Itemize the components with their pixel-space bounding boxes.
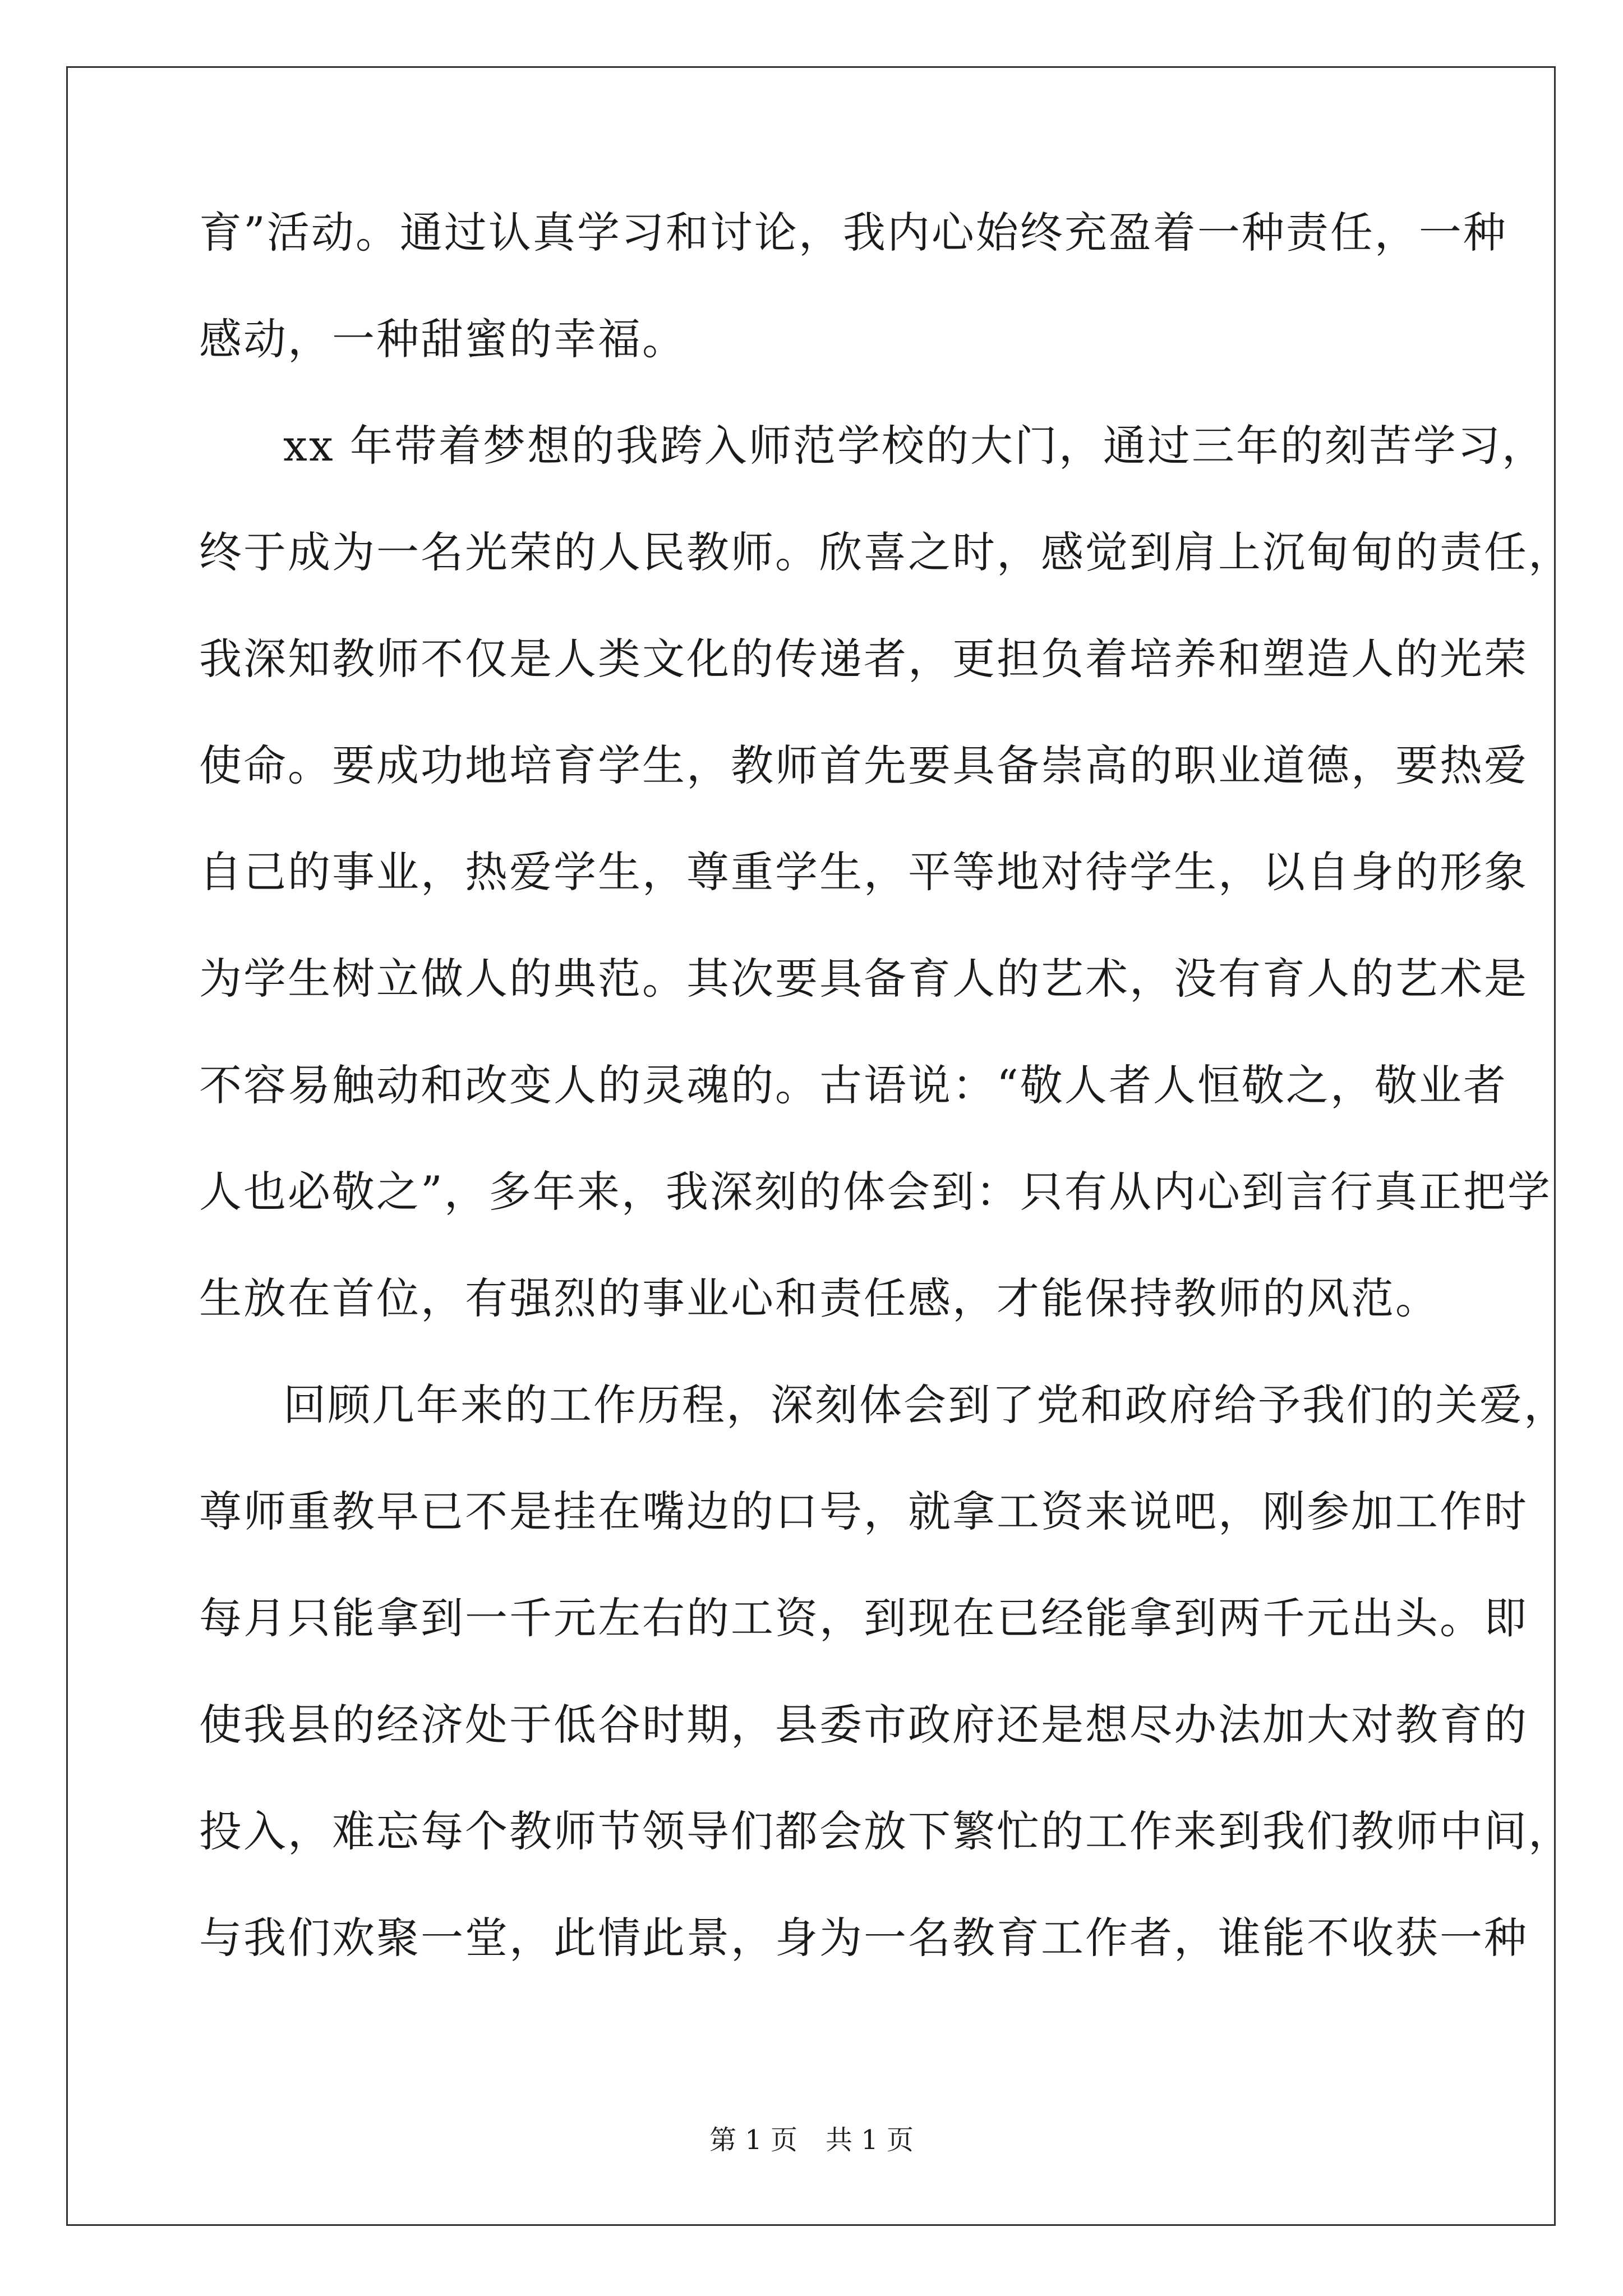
text-line: 人也必敬之”，多年来，我深刻的体会到：只有从内心到言行真正把学 bbox=[199, 1167, 1552, 1217]
text-line: 感动，一种甜蜜的幸福。 bbox=[199, 314, 686, 364]
text-line: 为学生树立做人的典范。其次要具备育人的艺术，没有育人的艺术是 bbox=[199, 954, 1528, 1004]
document-body bbox=[199, 202, 1573, 2014]
text-line: 育”活动。通过认真学习和讨论，我内心始终充盈着一种责任，一种 bbox=[199, 208, 1507, 257]
text-line: 我深知教师不仅是人类文化的传递者，更担负着培养和塑造人的光荣 bbox=[199, 634, 1528, 684]
text-line: 每月只能拿到一千元左右的工资，到现在已经能拿到两千元出头。即 bbox=[199, 1593, 1528, 1643]
page-total: 共 1 页 bbox=[826, 2124, 914, 2156]
text-line: 回顾几年来的工作历程，深刻体会到了党和政府给予我们的关爱， bbox=[283, 1380, 1568, 1430]
text-line: 自己的事业，热爱学生，尊重学生，平等地对待学生，以自身的形象 bbox=[199, 847, 1528, 897]
text-line: xx 年带着梦想的我跨入师范学校的大门，通过三年的刻苦学习， bbox=[283, 421, 1546, 471]
text-line: 使命。要成功地培育学生，教师首先要具备崇高的职业道德，要热爱 bbox=[199, 740, 1528, 790]
text-line: 使我县的经济处于低谷时期，县委市政府还是想尽办法加大对教育的 bbox=[199, 1700, 1528, 1750]
text-line: 终于成为一名光荣的人民教师。欣喜之时，感觉到肩上沉甸甸的责任， bbox=[199, 527, 1573, 577]
text-line: 不容易触动和改变人的灵魂的。古语说：“敬人者人恒敬之，敬业者 bbox=[199, 1060, 1507, 1110]
text-line: 生放在首位，有强烈的事业心和责任感，才能保持教师的风范。 bbox=[199, 1273, 1440, 1323]
text-line: 尊师重教早已不是挂在嘴边的口号，就拿工资来说吧，刚参加工作时 bbox=[199, 1487, 1528, 1536]
page-footer bbox=[0, 2123, 1623, 2157]
text-line: 投入，难忘每个教师节领导们都会放下繁忙的工作来到我们教师中间， bbox=[199, 1806, 1573, 1856]
text-line: 与我们欢聚一堂，此情此景，身为一名教育工作者，谁能不收获一种 bbox=[199, 1913, 1528, 1963]
page-number: 第 1 页 bbox=[709, 2124, 797, 2156]
